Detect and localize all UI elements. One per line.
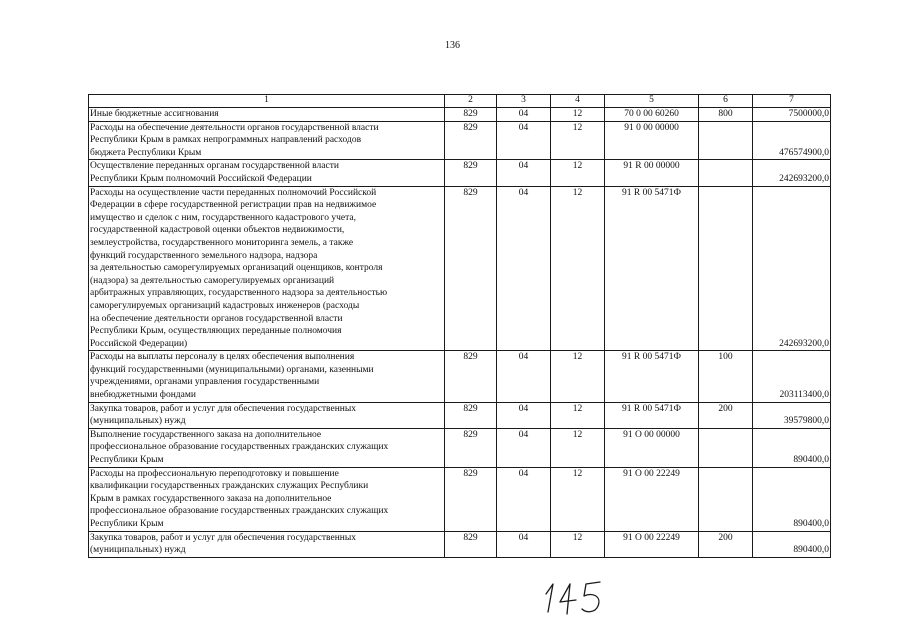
row-code-col6	[699, 467, 753, 531]
row-code-col5: 91 О 00 00000	[605, 428, 699, 467]
row-code-col6	[699, 428, 753, 467]
table-row	[89, 531, 831, 557]
budget-table	[88, 94, 831, 558]
row-code-col4: 12	[551, 428, 605, 467]
row-code-col2: 829	[445, 108, 497, 122]
row-amount: 242693200,0	[753, 186, 831, 351]
row-code-col4: 12	[551, 351, 605, 402]
column-header: 6	[699, 95, 753, 108]
row-description: Иные бюджетные ассигнования	[89, 108, 445, 122]
table-row	[89, 108, 831, 122]
row-code-col4: 12	[551, 160, 605, 186]
row-code-col5: 91 О 00 22249	[605, 531, 699, 557]
row-code-col2: 829	[445, 160, 497, 186]
row-code-col6: 800	[699, 108, 753, 122]
row-code-col6: 200	[699, 531, 753, 557]
row-code-col2: 829	[445, 428, 497, 467]
row-amount: 890400,0	[753, 428, 831, 467]
row-code-col4: 12	[551, 531, 605, 557]
row-code-col4: 12	[551, 108, 605, 122]
row-code-col3: 04	[497, 121, 551, 160]
column-header: 5	[605, 95, 699, 108]
row-description: Расходы на осуществление части переданных полномочий Российской Федерации в сфере государственной регистрации прав на недвижимое имущество и сделок с ним, государственного кадастрового учета, государственной кадастровой оценки объектов недвижимости, землеустройства, государственного мониторинга земель, а также функций государственного земельного надзора, надзора за деятельностью саморегулируемых организаций оценщиков, контроля (надзора) за деятельностью саморегулируемых организаций арбитражных управляющих, государственного надзора за деятельностью саморегулируемых организаций кадастровых инженеров (расходы на обеспечение деятельности органов государственной власти Республики Крым, осуществляющих переданные полномочия Российской Федерации)	[89, 186, 445, 351]
column-header: 2	[445, 95, 497, 108]
row-code-col3: 04	[497, 531, 551, 557]
row-description: Расходы на обеспечение деятельности органов государственной власти Республики Крым в рамках непрограммных направлений расходов бюджета Республики Крым	[89, 121, 445, 160]
row-amount: 890400,0	[753, 531, 831, 557]
page-number: 136	[445, 40, 460, 51]
table-row	[89, 351, 831, 402]
row-code-col5: 70 0 00 60260	[605, 108, 699, 122]
table-row	[89, 121, 831, 160]
row-code-col4: 12	[551, 402, 605, 428]
row-description: Закупка товаров, работ и услуг для обеспечения государственных (муниципальных) нужд	[89, 531, 445, 557]
row-code-col3: 04	[497, 108, 551, 122]
row-code-col5: 91 R 00 5471Ф	[605, 186, 699, 351]
row-code-col3: 04	[497, 160, 551, 186]
row-code-col5: 91 О 00 22249	[605, 467, 699, 531]
table-row	[89, 160, 831, 186]
column-header: 4	[551, 95, 605, 108]
row-code-col6: 200	[699, 402, 753, 428]
row-code-col2: 829	[445, 351, 497, 402]
row-code-col3: 04	[497, 186, 551, 351]
row-code-col3: 04	[497, 467, 551, 531]
row-code-col2: 829	[445, 186, 497, 351]
row-code-col4: 12	[551, 467, 605, 531]
row-amount: 7500000,0	[753, 108, 831, 122]
row-amount: 890400,0	[753, 467, 831, 531]
row-description: Осуществление переданных органам государственной власти Республики Крым полномочий Российской Федерации	[89, 160, 445, 186]
row-code-col3: 04	[497, 402, 551, 428]
row-amount: 242693200,0	[753, 160, 831, 186]
row-description: Закупка товаров, работ и услуг для обеспечения государственных (муниципальных) нужд	[89, 402, 445, 428]
row-description: Расходы на профессиональную переподготовку и повышение квалификации государственных гражданских служащих Республики Крым в рамках государственного заказа на дополнительное профессиональное образование государственных гражданских служащих Республики Крым	[89, 467, 445, 531]
row-amount: 203113400,0	[753, 351, 831, 402]
row-code-col4: 12	[551, 121, 605, 160]
table-header-row	[89, 95, 831, 108]
row-code-col3: 04	[497, 428, 551, 467]
row-code-col6	[699, 121, 753, 160]
row-code-col2: 829	[445, 402, 497, 428]
table-row	[89, 428, 831, 467]
table-row	[89, 402, 831, 428]
column-header: 1	[89, 95, 445, 108]
row-code-col2: 829	[445, 121, 497, 160]
column-header: 7	[753, 95, 831, 108]
row-code-col5: 91 R 00 00000	[605, 160, 699, 186]
column-header: 3	[497, 95, 551, 108]
row-code-col5: 91 0 00 00000	[605, 121, 699, 160]
row-code-col4: 12	[551, 186, 605, 351]
row-code-col2: 829	[445, 467, 497, 531]
row-description: Выполнение государственного заказа на дополнительное профессиональное образование государственных гражданских служащих Республики Крым	[89, 428, 445, 467]
row-code-col3: 04	[497, 351, 551, 402]
row-code-col5: 91 R 00 5471Ф	[605, 351, 699, 402]
table-row	[89, 186, 831, 351]
row-amount: 476574900,0	[753, 121, 831, 160]
row-code-col5: 91 R 00 5471Ф	[605, 402, 699, 428]
handwritten-page-number	[540, 576, 612, 616]
row-description: Расходы на выплаты персоналу в целях обеспечения выполнения функций государственными (муниципальными) органами, казенными учреждениями, органами управления государственными внебюджетными фондами	[89, 351, 445, 402]
row-code-col6	[699, 160, 753, 186]
row-amount: 39579800,0	[753, 402, 831, 428]
row-code-col2: 829	[445, 531, 497, 557]
row-code-col6	[699, 186, 753, 351]
table-body	[89, 95, 831, 558]
table-row	[89, 467, 831, 531]
row-code-col6: 100	[699, 351, 753, 402]
